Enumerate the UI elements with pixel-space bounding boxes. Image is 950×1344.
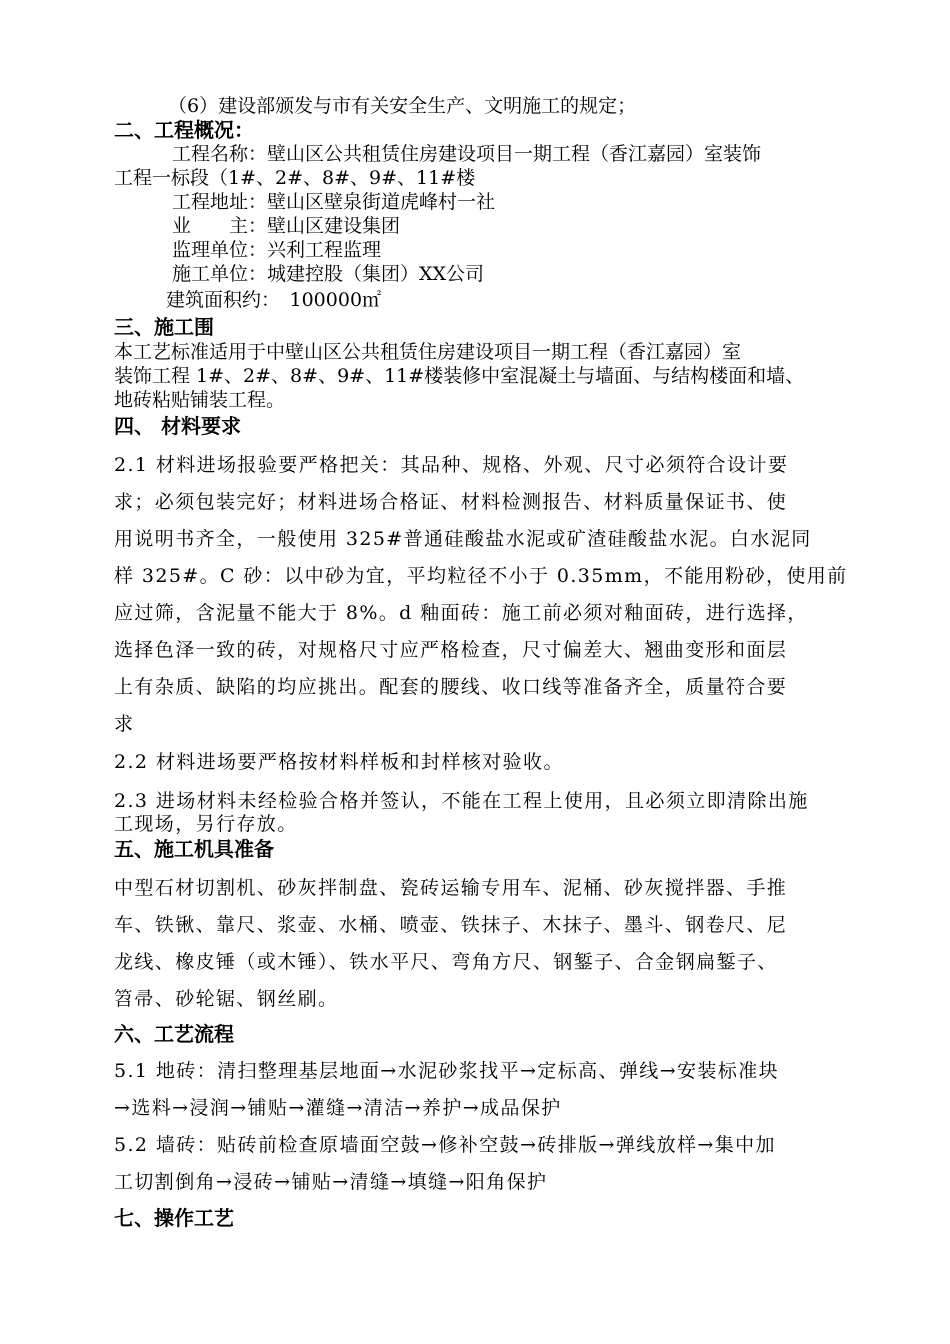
project-supervisor: 监理单位：兴利工程监理: [172, 239, 382, 261]
process-flow-line: 5.2 墙砖：贴砖前检查原墙面空鼓→修补空鼓→砖排版→弹线放样→集中加: [114, 1134, 776, 1156]
material-paragraph-line: 2.1 材料进场报验要严格把关：其品种、规格、外观、尺寸必须符合设计要: [114, 454, 789, 476]
tools-line: 中型石材切割机、砂灰拌制盘、瓷砖运输专用车、泥桶、砂灰搅拌器、手推: [114, 877, 788, 899]
material-paragraph-line: 应过筛，含泥量不能大于 8%。d 釉面砖：施工前必须对釉面砖，进行选择，: [114, 602, 808, 624]
scope-line: 地砖粘贴铺装工程。: [114, 389, 286, 411]
tools-line: 车、铁锹、靠尺、浆壶、水桶、喷壶、铁抹子、木抹子、墨斗、钢卷尺、尼: [114, 914, 788, 936]
material-paragraph-line: 求: [114, 713, 135, 735]
project-name-line-2: 工程一标段（1#、2#、8#、9#、11#楼: [114, 167, 476, 189]
section-3-heading: 三、施工围: [114, 315, 214, 339]
project-owner: 业 主：壁山区建设集团: [172, 215, 401, 237]
project-area: 建筑面积约： 100000㎡: [166, 289, 382, 311]
process-flow-line: →选料→浸润→铺贴→灌缝→清洁→养护→成品保护: [114, 1097, 562, 1119]
section-2-heading: 二、工程概况：: [114, 118, 254, 142]
material-inspection-line-2: 工现场，另行存放。: [114, 813, 298, 835]
regulation-item-6: （6）建设部颁发与市有关安全生产、文明施工的规定；: [168, 95, 637, 117]
material-paragraph-line: 求；必须包装完好；材料进场合格证、材料检测报告、材料质量保证书、使: [114, 491, 788, 513]
process-flow-line: 工切割倒角→浸砖→铺贴→清缝→填缝→阳角保护: [114, 1171, 548, 1193]
material-paragraph-line: 上有杂质、缺陷的均应挑出。配套的腰线、收口线等准备齐全，质量符合要: [114, 676, 788, 698]
material-paragraph-line: 用说明书齐全，一般使用 325#普通硅酸盐水泥或矿渣硅酸盐水泥。白水泥同: [114, 528, 812, 550]
material-inspection-line-1: 2.3 进场材料未经检验合格并签认，不能在工程上使用，且必须立即清除出施: [114, 790, 809, 812]
tools-line: 笤帚、砂轮锯、钢丝刷。: [114, 988, 339, 1010]
process-flow-line: 5.1 地砖：清扫整理基层地面→水泥砂浆找平→定标高、弹线→安装标准块: [114, 1060, 780, 1082]
section-4-heading: 四、 材料要求: [114, 414, 241, 438]
section-6-heading: 六、工艺流程: [114, 1022, 234, 1046]
scope-line: 装饰工程 1#、2#、8#、9#、11#楼装修中室混凝土与墙面、与结构楼面和墙、: [114, 365, 805, 387]
section-5-heading: 五、施工机具准备: [114, 837, 274, 861]
scope-line: 本工艺标准适用于中壁山区公共租赁住房建设项目一期工程（香江嘉园）室: [114, 341, 742, 363]
tools-line: 龙线、橡皮锤（或木锤）、铁水平尺、弯角方尺、钢錾子、合金钢扁錾子、: [114, 951, 778, 973]
project-address: 工程地址：壁山区壁泉街道虎峰村一社: [172, 191, 496, 213]
project-contractor: 施工单位：城建控股（集团）XX公司: [172, 263, 485, 285]
project-name-line-1: 工程名称：壁山区公共租赁住房建设项目一期工程（香江嘉园）室装饰: [172, 143, 762, 165]
material-paragraph-line: 样 325#。C 砂：以中砂为宜，平均粒径不小于 0.35mm，不能用粉砂，使用前: [114, 565, 848, 587]
material-acceptance-line: 2.2 材料进场要严格按材料样板和封样核对验收。: [114, 751, 564, 773]
material-paragraph-line: 选择色泽一致的砖，对规格尺寸应严格检查，尺寸偏差大、翘曲变形和面层: [114, 639, 788, 661]
section-7-heading: 七、操作工艺: [114, 1206, 234, 1230]
